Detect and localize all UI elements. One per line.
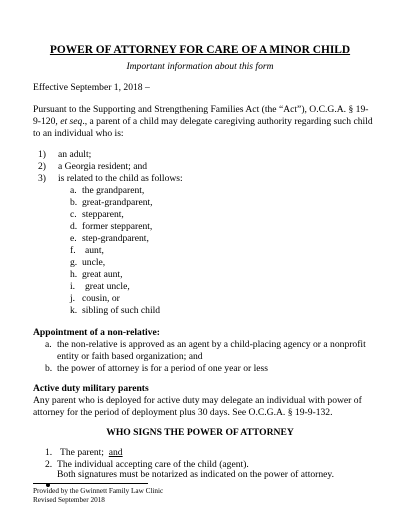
relation-letter: a. [70,185,77,196]
relation-text: great uncle, [85,281,130,292]
footer-revised: Revised September 2018 [33,496,105,504]
document-title: POWER OF ATTORNEY FOR CARE OF A MINOR CHILD [49,44,351,56]
relation-text: great aunt, [82,269,123,280]
relation-text: the grandparent, [82,185,145,196]
signers-heading: WHO SIGNS THE POWER OF ATTORNEY [106,427,294,438]
intro-italic: et seq [60,116,83,127]
military-text: Any parent who is deployed for active duty may delegate an individual with power of [33,395,362,406]
list-item-text: a Georgia resident; and [58,161,148,172]
relation-text: sibling of such child [82,305,161,316]
signer-text: The parent; [60,447,104,458]
signer-number: 2. [45,459,53,470]
relation-letter: k. [70,305,78,316]
nonrelative-letter: a. [45,339,52,350]
footer-divider [33,483,148,484]
list-item [38,161,46,173]
relation-text: aunt, [85,245,104,256]
nonrelative-text: the non-relative is approved as an agent by a child-placing agency or a nonprofit [57,339,366,350]
signer-number: 1. [45,447,53,458]
relation-letter: i. [70,281,76,292]
relation-letter: c. [70,209,77,220]
effective-date: Effective September 1, 2018 – [33,82,150,93]
bullet-text: Both signatures must be notarized as indicated on the power of attorney. [57,469,334,480]
signer-text: The individual accepting care of the child (agent). [57,459,249,470]
footer-provider: Provided by the Gwinnett Family Law Clinic [33,487,164,495]
relation-letter: g. [70,257,78,268]
relation-letter: d. [70,221,78,232]
relation-letter: e. [70,233,77,244]
nonrelative-heading: Appointment of a non-relative: [33,327,160,338]
signer-underlined: and [108,447,123,458]
list-number: 3) [38,173,46,184]
nonrelative-letter: b. [45,363,53,374]
relation-letter: h. [70,269,78,280]
list-item-text: an adult; [58,149,92,160]
nonrelative-text: entity or faith based organization; and [57,351,203,362]
relation-letter: f. [70,245,76,256]
relation-text: former stepparent, [82,221,153,232]
document-subtitle: Important information about this form [126,61,274,72]
intro-text-1: Pursuant to the Supporting and Strengthening Families Act (the “Act”), O.C.G.A. § 19-9-120, [33,104,369,127]
list-number: 1) [38,149,46,160]
nonrelative-text: the power of attorney is for a period of one year or less [57,363,268,374]
military-text: attorney for the period of deployment plus 30 days. See O.C.G.A. § 19-9-132. [33,407,333,418]
list-item [38,173,46,185]
intro-paragraph [33,104,373,140]
relation-text: stepparent, [82,209,124,220]
relation-text: uncle, [82,257,106,268]
relation-text: great-grandparent, [82,197,153,208]
relation-letter: j. [70,293,76,304]
list-item [38,149,46,161]
list-number: 2) [38,161,46,172]
relation-letter: b. [70,197,78,208]
relation-text: step-grandparent, [82,233,149,244]
signer-item [60,447,123,459]
list-item-text: is related to the child as follows: [58,173,183,184]
intro-text-2: ., a parent of a child may delegate caregiving authority regarding such child to an individual who is: [33,116,373,139]
military-heading: Active duty military parents [33,383,149,394]
relation-text: cousin, or [82,293,120,304]
